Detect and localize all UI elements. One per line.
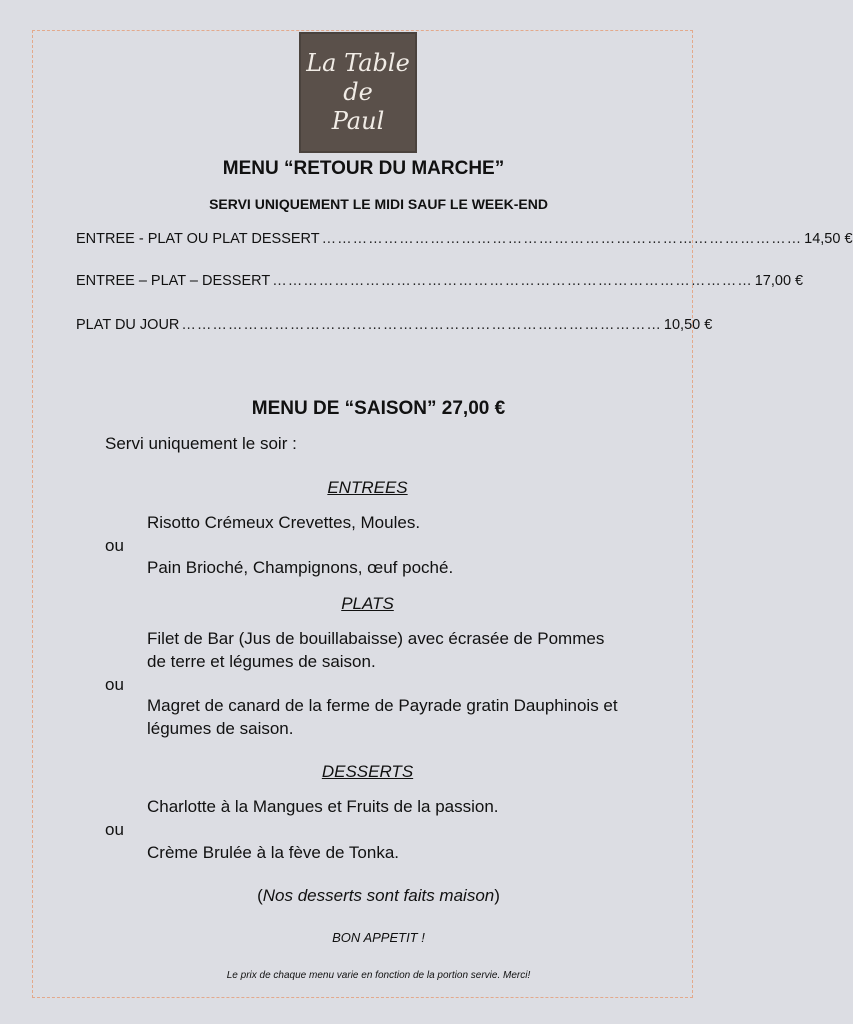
dish-plat-1-line-2: de terre et légumes de saison.: [147, 652, 376, 671]
price-row-label: PLAT DU JOUR: [76, 317, 180, 333]
or-label: ou: [105, 675, 124, 694]
price-row-label: ENTREE – PLAT – DESSERT: [76, 273, 271, 289]
menu-saison-title: MENU DE “SAISON” 27,00 €: [251, 398, 506, 419]
or-label: ou: [105, 820, 124, 839]
dish-plat-1-line-1: Filet de Bar (Jus de bouillabaisse) avec écrasée de Pommes: [147, 629, 605, 648]
leader-dots: …………………………………………………………………………………: [321, 231, 803, 247]
leader-dots: …………………………………………………………………………………: [272, 273, 753, 289]
section-heading-desserts: DESSERTS: [321, 762, 414, 781]
price-row-price: 14,50 €: [804, 231, 853, 247]
dish-entree-2: Pain Brioché, Champignons, œuf poché.: [147, 558, 454, 577]
price-row-label: ENTREE - PLAT OU PLAT DESSERT: [76, 231, 320, 247]
dish-plat-2-line-1: Magret de canard de la ferme de Payrade gratin Dauphinois et: [147, 696, 618, 715]
or-label: ou: [105, 536, 124, 555]
menu-retour-title: MENU “RETOUR DU MARCHE”: [222, 158, 505, 179]
price-row-price: 17,00 €: [754, 273, 804, 289]
section-heading-plats: PLATS: [341, 594, 394, 613]
price-row: [76, 317, 713, 333]
section-heading-entrees: ENTREES: [327, 478, 408, 497]
logo-line-3: Paul: [331, 107, 385, 135]
price-row: [76, 231, 853, 247]
note-open: (: [257, 886, 263, 905]
dish-entree-1: Risotto Crémeux Crevettes, Moules.: [147, 513, 421, 532]
served-evening-text: Servi uniquement le soir :: [105, 434, 297, 453]
footer-note: Le prix de chaque menu varie en fonction de la portion servie. Merci!: [226, 970, 531, 981]
note-text: Nos desserts sont faits maison: [262, 886, 495, 905]
menu-retour-subtitle: SERVI UNIQUEMENT LE MIDI SAUF LE WEEK-END: [209, 196, 548, 212]
restaurant-logo: [299, 32, 417, 153]
price-row: [76, 273, 804, 289]
logo-line-2: de: [343, 78, 373, 106]
note-close: ): [494, 886, 500, 905]
logo-line-1: La Table: [306, 49, 410, 77]
homemade-note: [0, 886, 757, 906]
dish-plat-1: [147, 627, 604, 673]
leader-dots: …………………………………………………………………………………: [181, 317, 662, 333]
closing-text: BON APPETIT !: [332, 930, 425, 945]
dish-dessert-1: Charlotte à la Mangues et Fruits de la passion.: [147, 797, 499, 816]
dish-plat-2: [147, 694, 618, 740]
dish-dessert-2: Crème Brulée à la fève de Tonka.: [147, 843, 399, 862]
price-row-price: 10,50 €: [663, 317, 713, 333]
dish-plat-2-line-2: légumes de saison.: [147, 719, 294, 738]
